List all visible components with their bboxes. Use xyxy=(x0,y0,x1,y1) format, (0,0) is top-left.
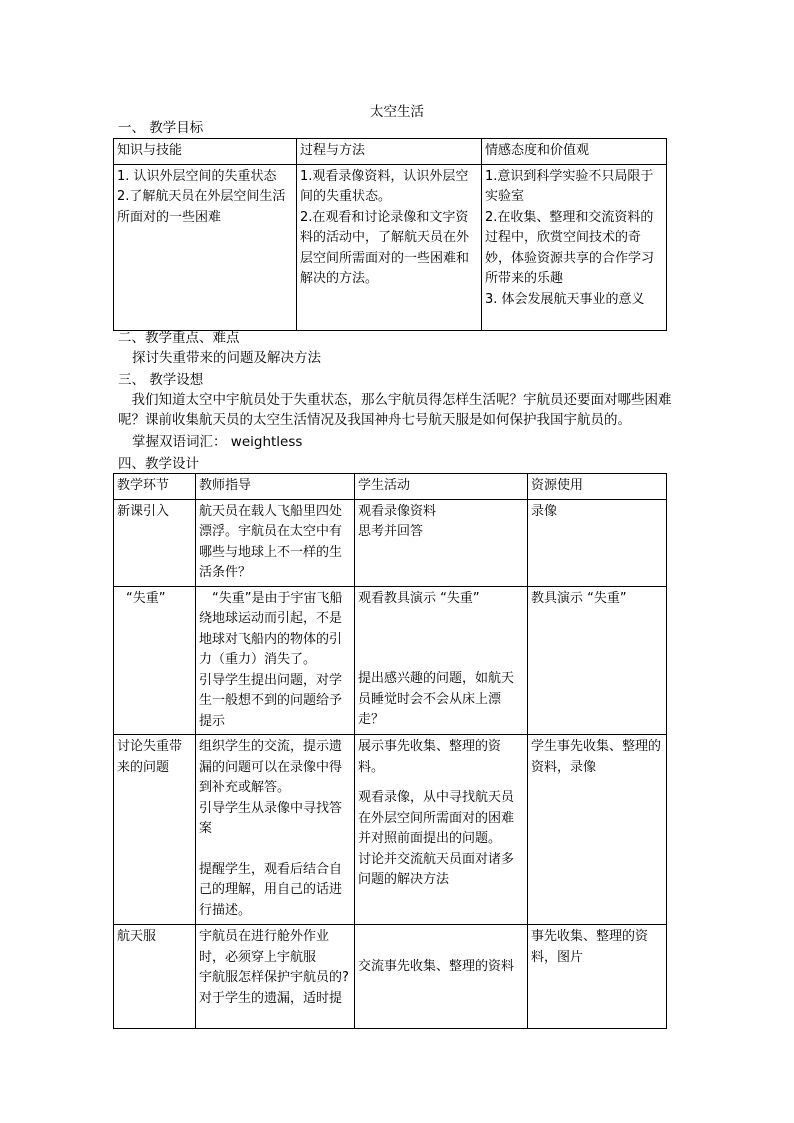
objectives-header-knowledge: 知识与技能 xyxy=(114,139,297,165)
stage-cell: 讨论失重带来的问题 xyxy=(114,735,196,925)
teacher-line: 对于学生的遗漏，适时提 xyxy=(199,990,343,1006)
resource-cell xyxy=(528,925,667,1029)
section-heading-design: 四、教学设计 xyxy=(118,456,199,472)
resource-cell xyxy=(528,499,667,586)
keypoints-text: 探讨失重带来的问题及解决方法 xyxy=(132,350,321,366)
page-title: 太空生活 xyxy=(370,104,424,120)
teacher-line: 提醒学生，观看后结合自己的理解，用自己的话进行描述。 xyxy=(199,861,343,918)
student-cell xyxy=(355,499,528,586)
stage-cell: 航天服 xyxy=(114,925,196,1029)
design-header-resource: 资源使用 xyxy=(528,474,667,500)
resource-line: 事先收集、整理的资料，图片 xyxy=(531,929,649,965)
design-header-stage: 教学环节 xyxy=(114,474,196,500)
teacher-cell xyxy=(196,586,355,735)
knowledge-item: 1. 认识外层空间的失重状态 xyxy=(117,168,277,184)
attitude-item: 3. 体会发展航天事业的意义 xyxy=(485,291,645,307)
section-heading-concept: 三、 教学设想 xyxy=(118,372,204,388)
student-cell xyxy=(355,925,528,1029)
stage-cell: 新课引入 xyxy=(114,499,196,586)
teacher-line: 宇航服怎样保护宇航员的? xyxy=(199,970,349,985)
student-line: 观看录像资料 xyxy=(358,503,437,519)
stage-cell: “失重” xyxy=(114,586,196,735)
objectives-table xyxy=(113,138,667,331)
objectives-knowledge-cell xyxy=(114,164,297,330)
teacher-cell xyxy=(196,735,355,925)
attitude-item: 1.意识到科学实验不只局限于实验室 xyxy=(485,168,654,204)
teacher-line: 引导学生提出问题，对学生一般想不到的问题给予提示 xyxy=(199,672,343,729)
student-cell xyxy=(355,586,528,735)
design-table xyxy=(113,473,667,1029)
section-heading-keypoints: 二、教学重点、难点 xyxy=(118,330,240,346)
resource-line: 学生事先收集、整理的资料，录像 xyxy=(531,739,662,775)
resource-line: 教具演示 “失重” xyxy=(531,590,627,606)
concept-paragraph: 我们知道太空中宇航员处于失重状态，那么宇航员得怎样生活呢？宇航员还要面对哪些困难呢？课前收集航天员的太空生活情况及我国神舟七号航天服是如何保护我国宇航员的。 xyxy=(118,392,672,428)
teacher-line: 组织学生的交流，提示遗漏的问题可以在录像中得到补充或解答。 xyxy=(199,739,343,795)
table-row xyxy=(114,586,667,735)
student-cell xyxy=(355,735,528,925)
student-line: 观看教具演示 “失重” xyxy=(358,590,480,606)
attitude-item: 2.在收集、整理和交流资料的过程中，欣赏空间技术的奇妙，体验资源共享的合作学习所带来的乐趣 xyxy=(485,209,655,286)
resource-line: 录像 xyxy=(531,503,558,519)
teacher-line: 宇航员在进行舱外作业时，必须穿上宇航服 xyxy=(199,929,330,965)
student-line: 提出感兴趣的问题，如航天员睡觉时会不会从床上漂走？ xyxy=(358,671,515,727)
table-row xyxy=(114,735,667,925)
process-item: 2.在观看和讨论录像和文字资料的活动中，了解航天员在外层空间所需面对的一些困难和解决的方法。 xyxy=(300,209,470,286)
objectives-attitude-cell xyxy=(482,164,667,330)
objectives-header-attitude: 情感态度和价值观 xyxy=(482,139,667,165)
student-line: 展示事先收集、整理的资料。 xyxy=(358,739,502,775)
design-header-student: 学生活动 xyxy=(355,474,528,500)
section-heading-objectives: 一、 教学目标 xyxy=(118,120,204,136)
teacher-cell xyxy=(196,499,355,586)
resource-cell xyxy=(528,586,667,735)
teacher-cell xyxy=(196,925,355,1029)
student-line: 观看录像，从中寻找航天员在外层空间所需面对的困难并对照前面提出的问题。 xyxy=(358,790,515,846)
student-line: 交流事先收集、整理的资料 xyxy=(358,959,515,974)
knowledge-item: 2.了解航天员在外层空间生活所面对的一些困难 xyxy=(117,189,286,225)
objectives-process-cell xyxy=(297,164,482,330)
process-item: 1.观看录像资料，认识外层空间的失重状态。 xyxy=(300,168,469,204)
vocab-line: 掌握双语词汇： weightless xyxy=(132,434,303,450)
teacher-line: “失重”是由于宇宙飞船绕地球运动而引起，不是地球对飞船内的物体的引力（重力）消失了。 xyxy=(199,590,343,667)
design-header-teacher: 教师指导 xyxy=(196,474,355,500)
student-line: 讨论并交流航天员面对诸多问题的解决方法 xyxy=(358,851,515,887)
resource-cell xyxy=(528,735,667,925)
student-line: 思考并回答 xyxy=(358,524,424,539)
table-row xyxy=(114,499,667,586)
teacher-line: 航天员在载人飞船里四处漂浮。宇航员在太空中有哪些与地球上不一样的生活条件？ xyxy=(199,503,343,580)
teacher-line: 引导学生从录像中寻找答案 xyxy=(199,800,343,836)
table-row xyxy=(114,925,667,1029)
objectives-header-process: 过程与方法 xyxy=(297,139,482,165)
